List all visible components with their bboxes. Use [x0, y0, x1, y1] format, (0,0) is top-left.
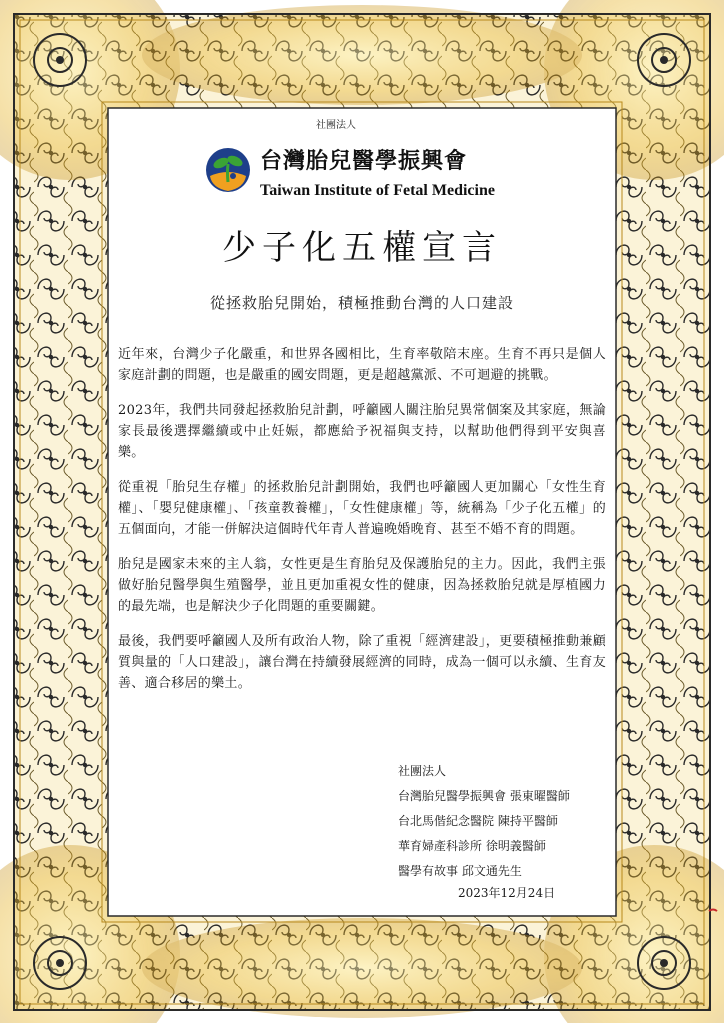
signatory-line: 社團法人: [398, 764, 447, 778]
red-dot-mark: [708, 906, 718, 916]
org-type-label: 社團法人: [316, 120, 356, 131]
org-name-chinese: 台灣胎兒醫學振興會: [260, 149, 468, 174]
declaration-subtitle: 從拯救胎兒開始，積極推動台灣的人口建設: [209, 294, 514, 312]
declaration-title: 少子化五權宣言: [222, 228, 502, 268]
signatory-list: [398, 762, 618, 887]
org-name-english: Taiwan Institute of Fetal Medicine: [260, 182, 495, 199]
signatory-line: 台灣胎兒醫學振興會 張東曜醫師: [398, 789, 570, 803]
body-paragraph: 最後，我們要呼籲國人及所有政治人物，除了重視「經濟建設」，更要積極推動兼顧質與量的「人口建設」，讓台灣在持續發展經濟的同時，成為一個可以永續、生育友善、適合移居的樂土。: [118, 634, 606, 691]
body-paragraph: 胎兒是國家未來的主人翁，女性更是生育胎兒及保護胎兒的主力。因此，我們主張做好胎兒醫學與生殖醫學，並且更加重視女性的健康，因為拯救胎兒就是厚植國力的最先端，也是解決少子化問題的重要關鍵。: [118, 557, 606, 614]
declaration-date: 2023年12月24日: [458, 886, 556, 900]
body-paragraph: 2023年，我們共同發起拯救胎兒計劃，呼籲國人關注胎兒異常個案及其家庭，無論家長最後選擇繼續或中止妊娠，都應給予祝福與支持，以幫助他們得到平安與喜樂。: [118, 403, 606, 460]
fetus-seedling-logo-icon: [204, 146, 252, 194]
signatory-line: 台北馬偕紀念醫院 陳持平醫師: [398, 814, 558, 828]
body-paragraph: 近年來，台灣少子化嚴重，和世界各國相比，生育率敬陪末座。生育不再只是個人家庭計劃的問題，也是嚴重的國安問題，更是超越黨派、不可迴避的挑戰。: [118, 347, 606, 383]
org-header: [204, 112, 524, 208]
signatory-line: 華育婦產科診所 徐明義醫師: [398, 839, 546, 853]
signatory-line: 醫學有故事 邱文通先生: [398, 864, 522, 878]
declaration-body: [118, 344, 606, 708]
certificate-content: [118, 112, 606, 912]
body-paragraph: 從重視「胎兒生存權」的拯救胎兒計劃開始，我們也呼籲國人更加關心「女性生育權」、「嬰兒健康權」、「孩童教養權」，「女性健康權」等，統稱為「少子化五權」的五個面向，才能一併解決這個時代年青人普遍晚婚晚育、甚至不婚不育的問題。: [118, 480, 606, 537]
